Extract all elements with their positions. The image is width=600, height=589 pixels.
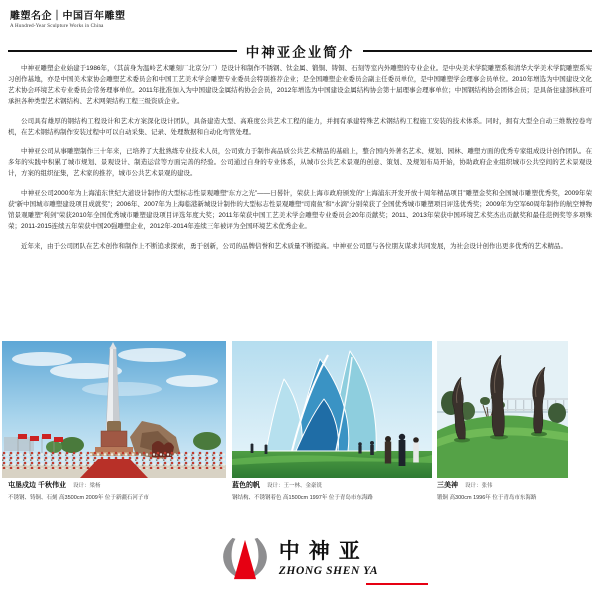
monument-photo-illustration	[2, 341, 226, 478]
artwork-designer: 设计：张伟	[465, 483, 493, 489]
artwork-title: 屯垦戍边 千秋伟业	[8, 482, 66, 489]
caption-blue-sails	[232, 480, 432, 501]
bull-horns-triangle-icon	[222, 537, 268, 581]
three-graces-photo-illustration	[437, 341, 568, 478]
artwork-title: 三美神	[437, 482, 458, 489]
section-title-row	[8, 41, 592, 61]
company-logo	[0, 537, 600, 581]
artwork-designer: 设计：王一林、金豪铣	[267, 483, 323, 489]
sails-photo-illustration	[232, 341, 432, 478]
title-rule-right	[363, 50, 592, 52]
photo-blue-sails	[232, 341, 432, 478]
paragraph-outlook: 近年来，由于公司团队在艺术创作和制作上不断追求探索，勇于创新，公司的品牌信誉和艺术质量不断提高。中神亚公司愿与各位朋友谋求共同发展，为社会设计创作出更多优秀的艺术精品。	[21, 242, 567, 250]
logo-name-en: ZHONG SHEN YA	[278, 565, 379, 577]
brand-header	[10, 7, 126, 29]
brand-subtitle: A Hundred-Year Sculpture Works in China	[10, 24, 104, 29]
profile-text	[8, 64, 592, 262]
paragraph-team: 中神亚公司从事雕塑制作三十年来，已培养了大批熟练专业技术人员，公司致力于制作高品质公共艺术精品的基础上，整合国内外著名艺术、规划、园林、雕塑方面的优秀专家组成设计创作团队。在多年的实践中积累了城市规划、景观设计、制造运营等方面完善的经验。公司通过自身的专业体系，从城市公共艺术景观的创意、策划、及规划布局开始，协助政府企业组织城市公共空间的艺术景观设计，方案的组织征集，艺术家的推荐，城市公共艺术景观的建设。	[8, 148, 592, 178]
photo-tunken-monument	[2, 341, 226, 478]
artwork-specs: 钢结构、不锈钢着色 高1500cm 1997年 位于青岛市东海路	[232, 495, 373, 501]
photo-three-graces	[437, 341, 568, 478]
caption-tunken-monument	[8, 480, 226, 501]
artwork-specs: 不锈钢、铸铜、石刻 高3500cm 2009年 位于新疆石河子市	[8, 495, 149, 501]
paragraph-capability: 公司具有雄厚的钢结构工程设计和艺术方案深化设计团队，具备建造大型、高难度公共艺术工程的能力，并拥有承建特殊艺术钢结构工程施工安装的技术体系。同时，拥有大型全自动三维数控卷弯机，在艺术钢结构制作安装过程中可以自动采集、记录、处理数据和自动化弯管处理。	[8, 117, 592, 136]
paragraph-awards: 中神亚公司2000年为上海浦东世纪大道设计制作的大型标志性景观雕塑“东方之光”——日晷针，荣获上海市政府颁发的“上海浦东开发开放十周年精品项目”雕塑金奖和全国城市雕塑优秀奖，2009年荣获“新中国城市雕塑建设项目成就奖”；2006年、2007年为上海临港新城设计制作的大型标志性景观雕塑“司南鱼”和“水滴”分别荣获了全国优秀城市雕塑项目评选优秀奖；2009年为空军60周年制作的航空博物馆景观雕塑“利剑”荣获2010年全国优秀城市雕塑建设项目评选年度大奖；2011年荣获中国工艺美术学会雕塑专业委员会20年贡献奖；2011、2013年荣获中国环境艺术奖杰出贡献奖和最佳范例奖等多项殊荣；2011-2015连续五年荣获中国20强雕塑企业，2012年-2014年连续三年被评为全国环境艺术优秀企业。	[8, 190, 592, 230]
title-rule-left	[8, 50, 237, 52]
artwork-title: 蓝色的帆	[232, 482, 260, 489]
paragraph-history: 中神亚雕塑企业始建于1986年，（其前身为温岭艺术雕刻厂北京分厂）是设计和制作不锈钢、钛金属、锻铜、铸铜、石刻等室内外雕塑的专业企业。是中央美术学院雕塑系和清华大学美术学院雕塑系实习创作基地，亦是中国美术家协会雕塑艺术委员会和中国工艺美术学会雕塑专业委员会特别推荐企业；是全国雕塑企业委员会副主任委员单位，是中国雕塑学会理事会员单位。2010年增选为中国建设文化艺术协会环境艺术专业委员会常务理事单位。2011年批准加入为中国建设金属结构协会会员，2012年增选为中国建设金属结构协会第十届理事会理事单位；中国钢结构协会团体会员；是具备住建部核准可承担各种类型艺术钢结构、艺术网架结构工程三级资质企业。	[8, 65, 592, 105]
page-title: 中神亚企业简介	[245, 45, 355, 60]
artwork-specs: 锻铜 高300cm 1996年 位于青岛市东海路	[437, 495, 537, 501]
artwork-designer: 设计：梁杨	[72, 483, 101, 489]
brand-title: 雕塑名企｜中国百年雕塑	[10, 11, 126, 22]
logo-text	[279, 541, 378, 577]
logo-name-cn: 中神亚	[278, 540, 369, 563]
red-accent-line	[366, 583, 428, 585]
caption-three-graces	[437, 480, 587, 501]
